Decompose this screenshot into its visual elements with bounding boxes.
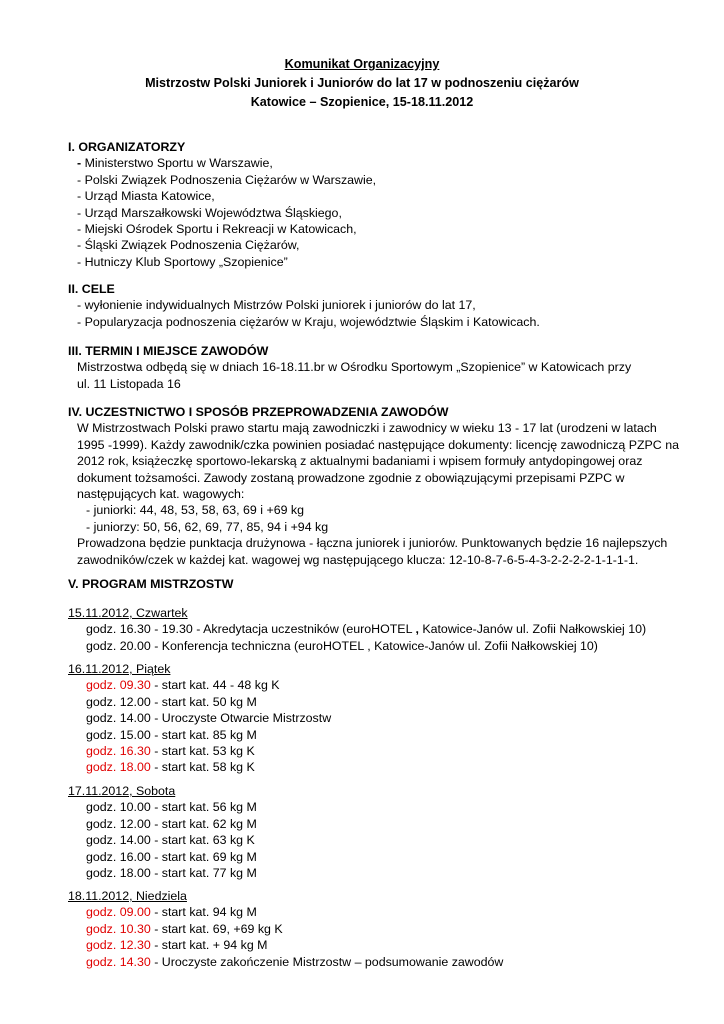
section-title: V. PROGRAM MISTRZOSTW (68, 577, 234, 591)
event-time: godz. 12.00 (86, 816, 151, 831)
document-title: Komunikat Organizacyjny (284, 57, 440, 71)
program-event (68, 849, 698, 865)
program-event (68, 727, 698, 743)
day-heading: 17.11.2012, Sobota (68, 784, 176, 798)
section-title: II. CELE (68, 282, 115, 296)
event-desc: - start kat. 63 kg K (150, 833, 255, 848)
document-place-date: Katowice – Szopienice, 15-18.11.2012 (250, 95, 474, 109)
paragraph-line: W Mistrzostwach Polski prawo startu mają zawodniczki i zawodnicy w wieku 13 - 17 lat (urodzeni w latach (77, 421, 657, 436)
event-desc: - start kat. 53 kg K (150, 744, 255, 759)
section-date-place (68, 343, 698, 392)
program-day-2 (68, 661, 698, 776)
event-time: godz. 10.30 (86, 921, 151, 936)
list-item: - Popularyzacja podnoszenia ciężarów w Kraju, województwie Śląskim i Katowicach. (77, 314, 540, 329)
program-event (68, 638, 698, 654)
list-item: - Hutniczy Klub Sportowy „Szopienice” (77, 254, 288, 269)
paragraph-line: Mistrzostwa odbędą się w dniach 16-18.11.br w Ośrodku Sportowym „Szopienice” w Katowicach przy (77, 360, 632, 375)
program-event (68, 743, 698, 759)
program-event (68, 921, 698, 937)
list-item: - Śląski Związek Podnoszenia Ciężarów, (77, 238, 300, 253)
event-time: godz. 16.30 - 19.30 (86, 622, 193, 637)
program-event (68, 677, 698, 693)
event-desc: - start kat. 44 - 48 kg K (150, 678, 280, 693)
event-time: godz. 16.30 (86, 744, 151, 759)
event-desc: - Konferencja techniczna (euroHOTEL , Katowice-Janów ul. Zofii Nałkowskiej 10) (150, 638, 598, 653)
program-event (68, 710, 698, 726)
section-title: I. ORGANIZATORZY (68, 140, 186, 154)
list-item: - Ministerstwo Sportu w Warszawie, (77, 156, 273, 171)
day-heading: 16.11.2012, Piątek (68, 662, 171, 676)
program-event (68, 832, 698, 848)
program-event (68, 816, 698, 832)
paragraph-line: dokument tożsamości. Zawody zostaną prowadzone zgodnie z obowiązującymi przepisami PZPC w (77, 470, 625, 485)
event-time: godz. 14.00 (86, 711, 151, 726)
list-item: - wyłonienie indywidualnych Mistrzów Polski juniorek i juniorów do lat 17, (77, 298, 476, 313)
paragraph-line: ul. 11 Listopada 16 (77, 376, 181, 391)
event-desc: - start kat. 69 kg M (150, 849, 257, 864)
section-goals (68, 281, 698, 330)
document-subtitle: Mistrzostw Polski Juniorek i Juniorów do lat 17 w podnoszeniu ciężarów (145, 76, 579, 90)
paragraph-line: zawodników/czek w każdej kat. wagowej wg następującego klucza: 12-10-8-7-6-5-4-3-2-2-2-2-1-1-1-1. (77, 552, 639, 567)
event-desc: - Uroczyste zakończenie Mistrzostw – podsumowanie zawodów (150, 954, 504, 969)
event-desc: - start kat. 69, +69 kg K (150, 921, 283, 936)
event-desc: - start kat. 94 kg M (150, 905, 257, 920)
event-time: godz. 16.00 (86, 849, 151, 864)
program-day-4 (68, 888, 698, 970)
event-time: godz. 09.30 (86, 678, 151, 693)
weight-categories-female: - juniorki: 44, 48, 53, 58, 63, 69 i +69 kg (86, 503, 305, 518)
weight-categories-male: - juniorzy: 50, 56, 62, 69, 77, 85, 94 i +94 kg (86, 519, 329, 534)
event-time: godz. 09.00 (86, 905, 151, 920)
section-title: IV. UCZESTNICTWO I SPOSÓB PRZEPROWADZENIA ZAWODÓW (68, 405, 449, 419)
document-header (0, 55, 724, 112)
event-time: godz. 20.00 (86, 638, 151, 653)
paragraph-line: 2012 rok, książeczkę sportowo-lekarską z aktualnymi badaniami i wpisem formuły antydopingowej oraz (77, 454, 643, 469)
section-organizers (68, 139, 698, 270)
program-event (68, 904, 698, 920)
event-time: godz. 18.00 (86, 866, 151, 881)
list-item: - Urząd Miasta Katowice, (77, 189, 215, 204)
program-day-3 (68, 783, 698, 881)
day-heading: 15.11.2012, Czwartek (68, 606, 188, 620)
list-item: - Miejski Ośrodek Sportu i Rekreacji w Katowicach, (77, 222, 357, 237)
section-participation (68, 404, 698, 568)
paragraph-line: Prowadzona będzie punktacja drużynowa - łączna juniorek i juniorów. Punktowanych będzie 16 najlepszych (77, 536, 668, 551)
program-event (68, 937, 698, 953)
event-desc: - start kat. 56 kg M (150, 800, 257, 815)
event-desc: - Akredytacja uczestników (euroHOTEL (192, 622, 416, 637)
event-time: godz. 10.00 (86, 800, 151, 815)
program-event (68, 799, 698, 815)
event-desc: - Uroczyste Otwarcie Mistrzostw (150, 711, 332, 726)
event-time: godz. 15.00 (86, 727, 151, 742)
event-desc: - start kat. + 94 kg M (150, 938, 268, 953)
event-time: godz. 12.30 (86, 938, 151, 953)
program-event (68, 694, 698, 710)
program-event (68, 759, 698, 775)
paragraph-line: następujących kat. wagowych: (77, 487, 245, 502)
event-desc: - start kat. 85 kg M (150, 727, 257, 742)
list-item: - Polski Związek Podnoszenia Ciężarów w Warszawie, (77, 172, 377, 187)
program-event: godz. 16.30 - 19.30 - Akredytacja uczestników (euroHOTEL , Katowice-Janów ul. Zofii Nałkowskiej 10) (86, 622, 647, 637)
event-desc: - start kat. 58 kg K (150, 760, 255, 775)
section-program (68, 576, 698, 592)
program-day-1 (68, 605, 698, 654)
event-desc: - start kat. 50 kg M (150, 694, 257, 709)
list-item: - Urząd Marszałkowski Województwa Śląskiego, (77, 205, 342, 220)
event-time: godz. 12.00 (86, 694, 151, 709)
event-desc: - start kat. 77 kg M (150, 866, 257, 881)
event-desc: - start kat. 62 kg M (150, 816, 257, 831)
paragraph-line: 1995 -1999). Każdy zawodnik/czka powinien posiadać następujące dokumenty: licencję zawodniczą PZPC na (77, 437, 679, 452)
section-title: III. TERMIN I MIEJSCE ZAWODÓW (68, 344, 269, 358)
event-time: godz. 18.00 (86, 760, 151, 775)
event-time: godz. 14.00 (86, 833, 151, 848)
event-time: godz. 14.30 (86, 954, 151, 969)
program-event (68, 954, 698, 970)
program-event (68, 865, 698, 881)
day-heading: 18.11.2012, Niedziela (68, 889, 187, 903)
